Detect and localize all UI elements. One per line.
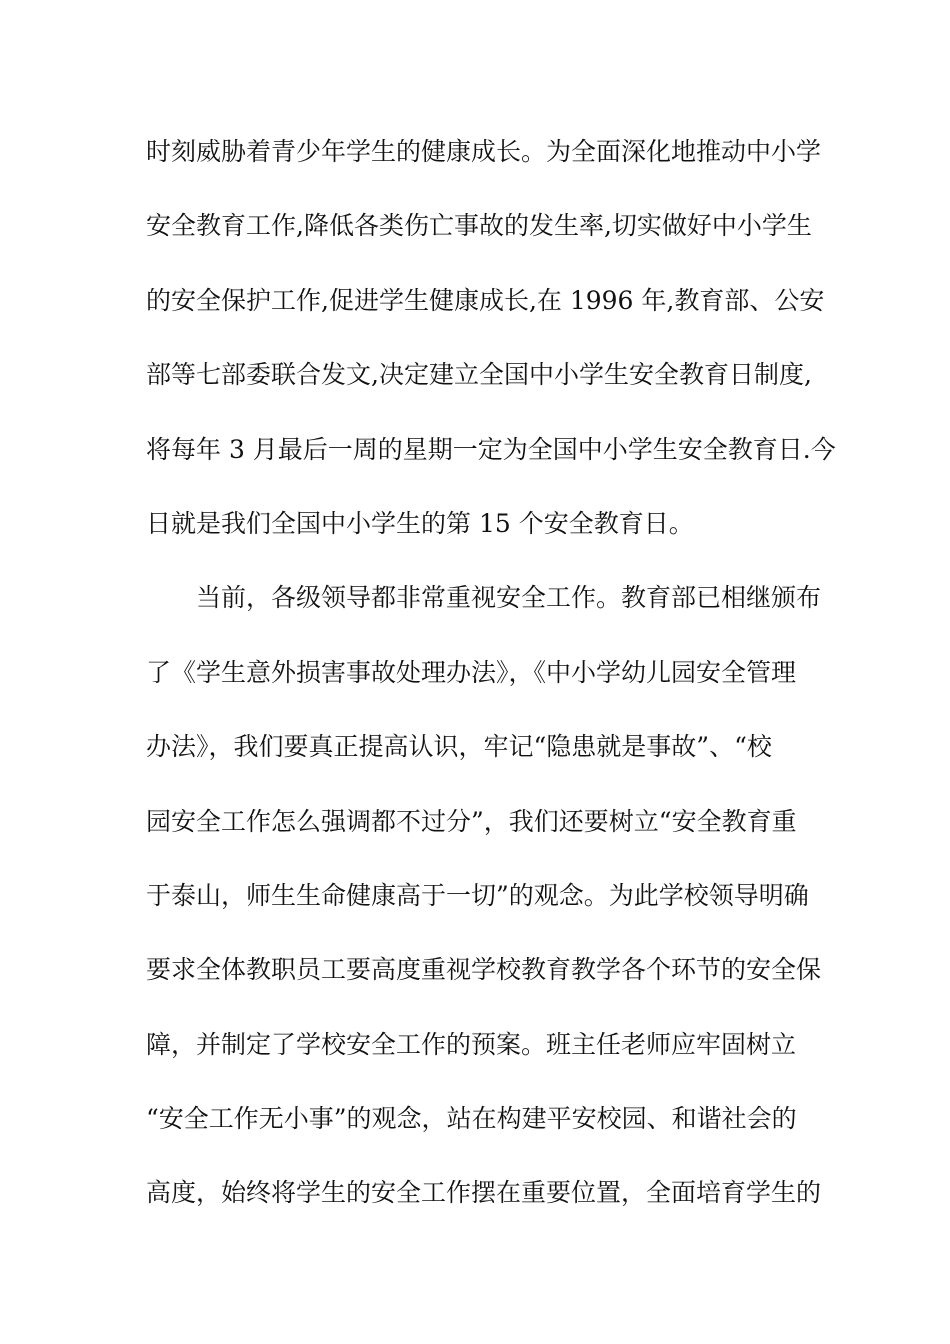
text-line-5: 将每年 3 月最后一周的星期一定为全国中小学生安全教育日.今 xyxy=(146,434,836,464)
text-line-11: 于泰山，师生生命健康高于一切”的观念。为此学校领导明确 xyxy=(146,880,809,910)
text-line-10: 园安全工作怎么强调都不过分”，我们还要树立“安全教育重 xyxy=(146,806,797,836)
text-line-9: 办法》，我们要真正提高认识，牢记“隐患就是事故”、“校 xyxy=(146,732,772,762)
text-line-13: 障，并制定了学校安全工作的预案。班主任老师应牢固树立 xyxy=(146,1029,797,1059)
text-line-2: 安全教育工作,降低各类伤亡事故的发生率,切实做好中小学生 xyxy=(146,211,812,241)
text-line-1: 时刻威胁着青少年学生的健康成长。为全面深化地推动中小学 xyxy=(146,137,822,166)
paragraph-2-first-line: 当前，各级领导都非常重视安全工作。教育部已相继颁布 xyxy=(196,583,822,613)
text-line-4: 部等七部委联合发文,决定建立全国中小学生安全教育日制度, xyxy=(146,360,812,390)
document-body xyxy=(146,128,836,1244)
text-line-8: 了《学生意外损害事故处理办法》，《中小学幼儿园安全管理 xyxy=(146,657,797,687)
text-line-6: 日就是我们全国中小学生的第 15 个安全教育日。 xyxy=(146,508,694,538)
text-line-12: 要求全体教职员工要高度重视学校教育教学各个环节的安全保 xyxy=(146,955,822,985)
text-line-14: “安全工作无小事”的观念，站在构建平安校园、和谐社会的 xyxy=(146,1104,797,1134)
text-line-3: 的安全保护工作,促进学生健康成长,在 1996 年,教育部、公安 xyxy=(146,285,825,315)
text-line-15: 高度，始终将学生的安全工作摆在重要位置，全面培育学生的 xyxy=(146,1178,822,1208)
